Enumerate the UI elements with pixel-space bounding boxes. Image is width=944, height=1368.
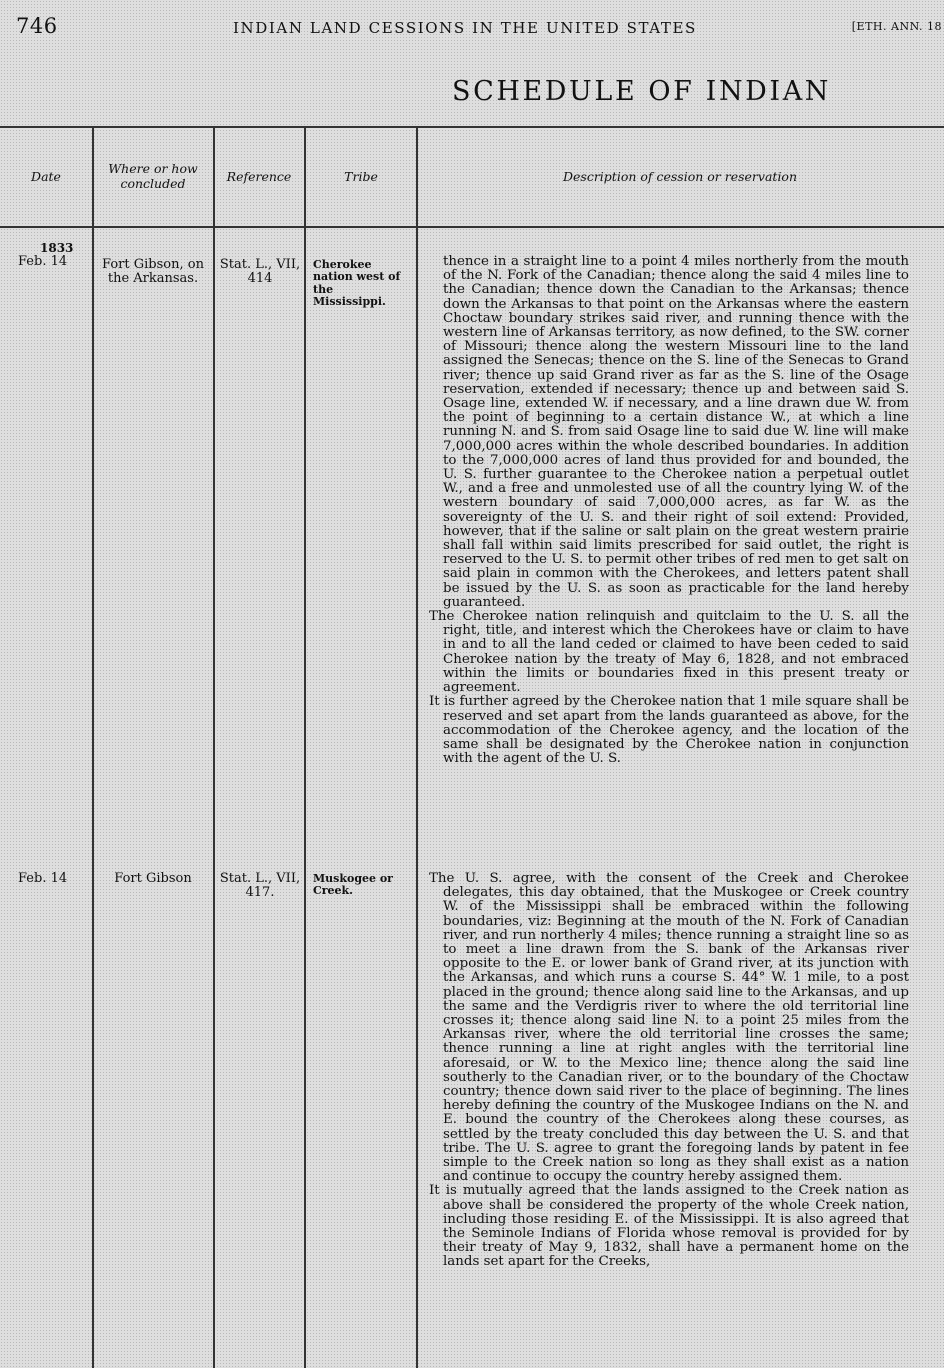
tribe: Cherokee nation west of the Mississippi.	[313, 258, 401, 309]
date-day: Feb. 14	[18, 871, 68, 886]
table-row	[0, 241, 90, 269]
schedule-title: SCHEDULE OF INDIAN	[452, 76, 832, 107]
column-rule	[416, 126, 418, 1368]
description	[429, 872, 909, 1270]
table-row	[0, 872, 90, 886]
column-header-description: Description of cession or reservation	[562, 168, 798, 184]
description-paragraph: The U. S. agree, with the consent of the Creek and Cherokee delegates, this day obtained, that the Muskogee or Creek country W. of the Mississippi shall be embraced within the following boundaries, viz: Beginning at the mouth of the N. Fork of Canadian river, and run northerly 4 miles; thence running a straight line so as to meet a line drawn from the S. bank of the Arkansas river opposite to the E. or lower bank of Grand river, at its junction with the Arkansas, and which runs a course S. 44° W. 1 mile, to a post placed in the ground; thence along said line to the Arkansas, and up the same and the Verdigris river to where the old territorial line crosses it; thence along said line N. to a point 25 miles from the Arkansas river, where the old territorial line crosses the same; thence running a line at right angles with the territorial line aforesaid, or W. to the Mexico line; thence along the said line southerly to the Canadian river, or to the boundary of the Choctaw country; thence down said river to the place of beginning. The lines hereby defining the country of the Muskogee Indians on the N. and E. bound the country of the Cherokees along these courses, as settled by the treaty concluded this day between the U. S. and that tribe. The U. S. agree to grant the foregoing lands by patent in fee simple to the Creek nation so long as they shall exist as a nation and continue to occupy the country hereby assigned them.	[429, 871, 909, 1185]
column-header-date: Date	[31, 168, 61, 184]
description	[429, 255, 909, 766]
header-bottom-rule	[0, 226, 944, 228]
where-concluded: Fort Gibson, on the Arkansas.	[102, 257, 204, 286]
column-header-reference: Reference	[226, 168, 292, 184]
column-rule	[213, 126, 215, 1368]
column-header-tribe: Tribe	[344, 168, 378, 184]
page-number: 746	[16, 14, 58, 38]
description-paragraph: It is mutually agreed that the lands assigned to the Creek nation as above shall be considered the property of the whole Creek nation, including those residing E. of the Mississippi. It is also agreed that the Seminole Indians of Florida whose removal is provided for by their treaty of May 9, 1832, shall have a permanent home on the lands set apart for the Creeks,	[429, 1183, 909, 1270]
description-paragraph: The Cherokee nation relinquish and quitclaim to the U. S. all the right, title, and interest which the Cherokees have or claim to have in and to all the land ceded or claimed to have been ceded to said Cherokee nation by the treaty of May 6, 1828, and not embraced within the limits or boundaries fixed in this present treaty or agreement.	[429, 609, 909, 696]
schedule-table	[0, 126, 944, 1368]
date-day: Feb. 14	[18, 254, 68, 269]
page-header	[0, 14, 944, 44]
description-paragraph: It is further agreed by the Cherokee nation that 1 mile square shall be reserved and set apart from the lands guaranteed as above, for the accommodation of the Cherokee agency, and the location of the same shall be designated by the Cherokee nation in conjunction with the agent of the U. S.	[429, 694, 909, 767]
where-concluded: Fort Gibson	[114, 871, 192, 886]
description-paragraph: thence in a straight line to a point 4 miles northerly from the mouth of the N. Fork of the Canadian; thence along the said 4 miles line to the Canadian; thence down the Canadian to the Arkansas; thence down the Arkansas to that point on the Arkansas where the eastern Choctaw boundary strikes said river, and running thence with the western line of Arkansas territory, as now defined, to the SW. corner of Missouri; thence along the western Missouri line to the land assigned the Senecas; thence on the S. line of the Senecas to Grand river; thence up said Grand river as far as the S. line of the Osage reservation, extended if necessary; thence up and between said S. Osage line, extended W. if necessary, and a line drawn due W. from the point of beginning to a certain distance W., at which a line running N. and S. from said Osage line to said due W. line will make 7,000,000 acres within the whole described boundaries. In addition to the 7,000,000 acres of land thus provided for and bounded, the U. S. further guarantee to the Cherokee nation a perpetual outlet W., and a free and unmolested use of all the country lying W. of the western boundary of said 7,000,000 acres, as far W. as the sovereignty of the U. S. and their right of soil extend: Provided, however, that if the saline or salt plain on the great western prairie shall fall within said limits prescribed for said outlet, the right is reserved to the U. S. to permit other tribes of red men to get salt on said plain in common with the Cherokees, and letters patent shall be issued by the U. S. as soon as practicable for the land hereby guaranteed.	[443, 254, 909, 610]
running-right-label: [ETH. ANN. 18	[851, 20, 942, 33]
reference: Stat. L., VII, 414	[219, 257, 301, 286]
column-rule	[92, 126, 94, 1368]
column-header-where: Where or how concluded	[108, 161, 198, 191]
date-year: 1833	[40, 241, 74, 255]
tribe: Muskogee or Creek.	[313, 872, 393, 898]
reference: Stat. L., VII, 417.	[219, 871, 301, 900]
running-title: INDIAN LAND CESSIONS IN THE UNITED STATES	[233, 19, 697, 37]
column-rule	[304, 126, 306, 1368]
